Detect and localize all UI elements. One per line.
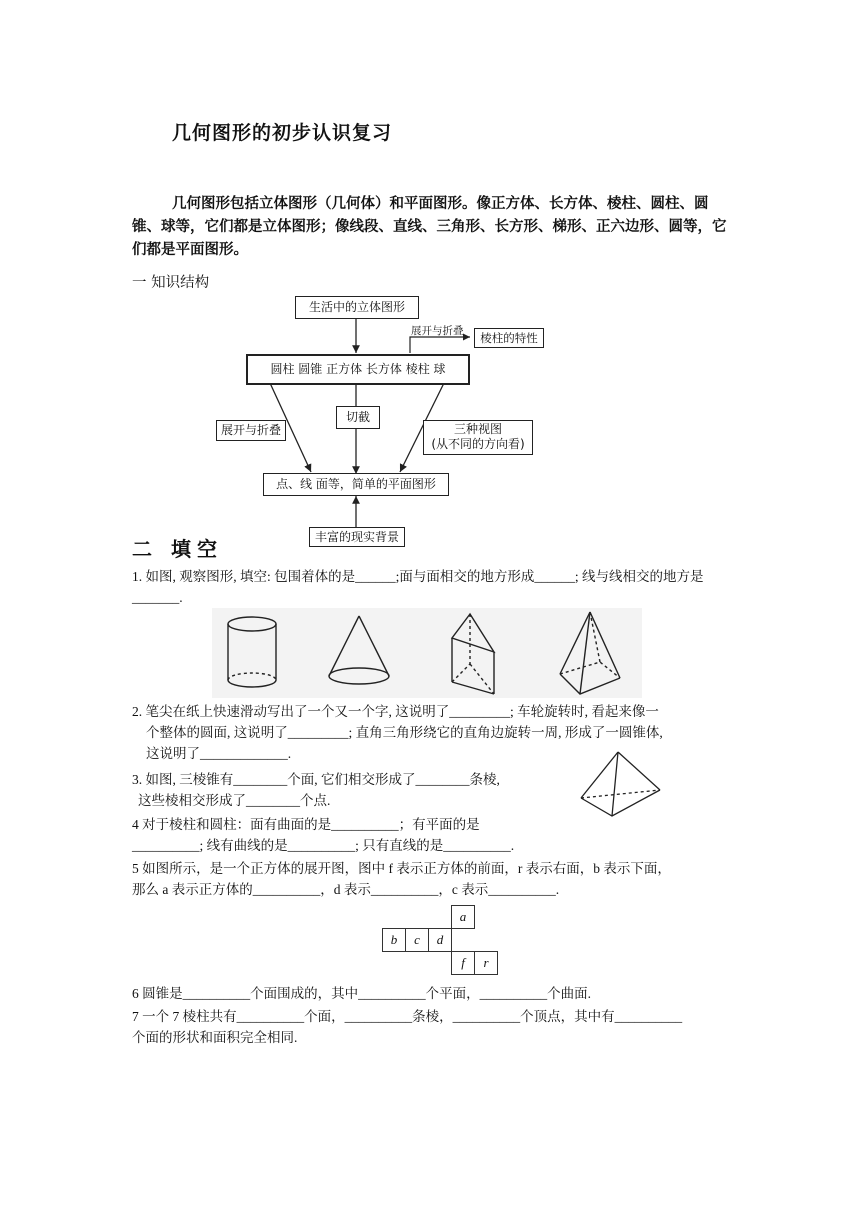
section-fill-blank: 二 填空 [132,537,223,561]
question-3-line-2: 这些棱相交形成了________个点. [138,793,331,808]
box-unfold-fold: 展开与折叠 [216,420,286,441]
question-1: 1. 如图, 观察图形, 填空: 包围着体的是______;面与面相交的地方形成______; 线与线相交的地方是_______. [132,569,704,605]
question-6: 6 圆锥是__________个面围成的，其中__________个平面，__________个曲面. [132,986,591,1001]
net-cell-f: f [452,952,475,975]
net-cell-d: d [429,929,452,952]
question-5 [132,858,752,900]
question-2-line-3: 这说明了_____________. [146,746,292,761]
net-cell-c: c [406,929,429,952]
cube-net [382,905,498,975]
question-4 [132,814,736,856]
solids-figure [212,608,642,698]
section-knowledge-structure: 一 知识结构 [132,275,210,291]
question-4-line-2: __________; 线有曲线的是__________; 只有直线的是__________. [132,838,515,853]
net-cell-a: a [452,906,475,929]
question-4-line-1: 4 对于棱柱和圆柱：面有曲面的是__________；有平面的是 [132,817,480,832]
label-unfold-fold-prism: 展开与折叠 [411,325,464,337]
question-5-line-1: 5 如图所示，是一个正方体的展开图，图中 f 表示正方体的前面，r 表示右面，b 表示下面， [132,861,671,876]
box-real-background: 丰富的现实背景 [309,527,405,547]
question-2-line-1: 2. 笔尖在纸上快速滑动写出了一个又一个字, 这说明了_________; 车轮旋转时, 看起来像一 [132,704,659,719]
box-plane-figures: 点、线 面等，简单的平面图形 [263,473,449,496]
net-cell-r: r [475,952,498,975]
box-prism-properties: 棱柱的特性 [474,328,544,348]
question-2-line-2: 个整体的圆面, 这说明了_________; 直角三角形绕它的直角边旋转一周, 形成了一圆锥体, [146,725,663,740]
question-3 [132,769,572,811]
box-life-solids: 生活中的立体图形 [295,296,419,319]
question-7-line-2: 个面的形状和面积完全相同. [132,1030,298,1045]
question-5-line-2: 那么 a 表示正方体的__________，d 表示__________，c 表示__________. [132,882,560,897]
page-title: 几何图形的初步认识复习 [172,122,393,144]
intro-paragraph: 几何图形包括立体图形（几何体）和平面图形。像正方体、长方体、棱柱、圆柱、圆锥、球等，它们都是立体图形；像线段、直线、三角形、长方形、梯形、正六边形、圆等，它们都是平面图形。 [132,196,727,258]
box-cut: 切截 [336,406,380,429]
question-7 [132,1006,736,1048]
question-7-line-1: 7 一个 7 棱柱共有__________个面，__________条棱，__________个顶点，其中有__________ [132,1009,683,1024]
question-3-line-1: 3. 如图, 三棱锥有________个面, 它们相交形成了________条棱, [132,772,500,787]
box-solids-list: 圆柱 圆锥 正方体 长方体 棱柱 球 [246,354,470,385]
three-views-title: 三种视图 [453,422,502,436]
three-views-subtitle: (从不同的方向看) [431,437,525,451]
triangular-pyramid-figure [578,748,664,820]
box-three-views [423,420,533,455]
net-cell-b: b [383,929,406,952]
